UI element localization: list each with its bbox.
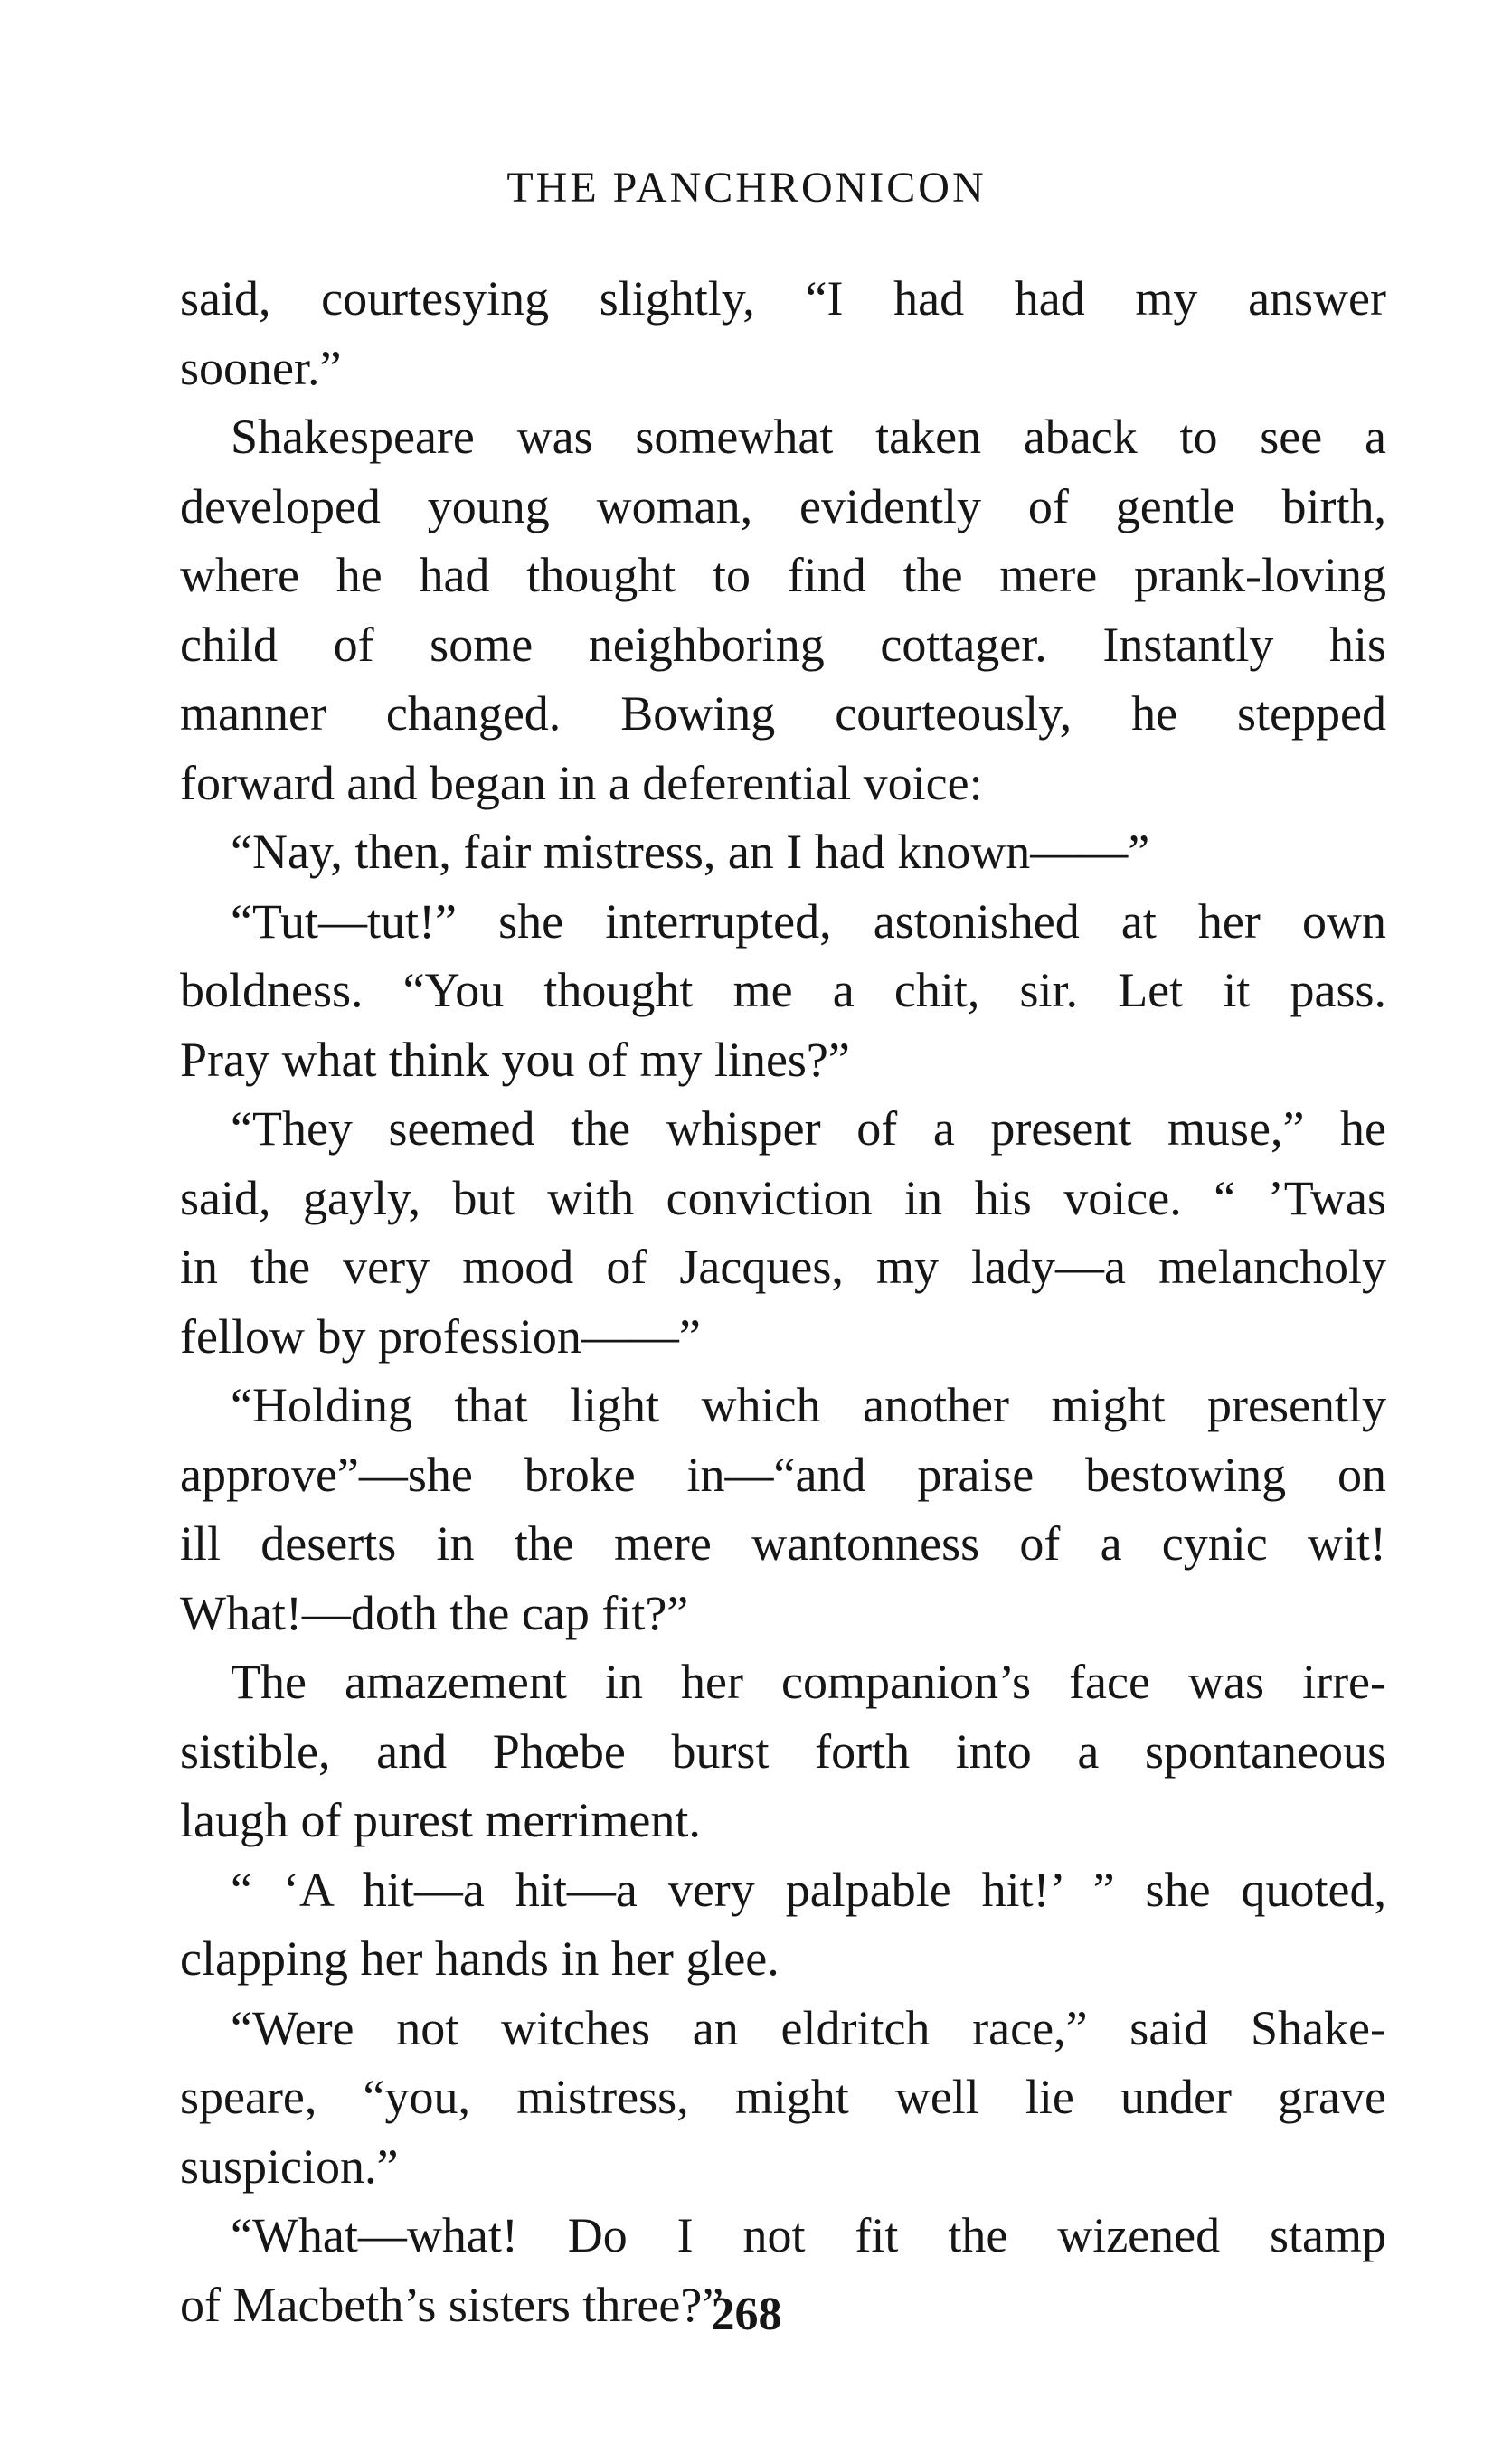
text-line: where he had thought to find the mere prank-loving bbox=[180, 548, 1386, 602]
text-line: boldness. “You thought me a chit, sir. Let it pass. bbox=[180, 963, 1386, 1017]
text-line: What!—doth the cap fit?” bbox=[180, 1585, 689, 1640]
text-line: laugh of purest merriment. bbox=[180, 1793, 701, 1847]
text-line: “Were not witches an eldritch race,” said Shake- bbox=[231, 2000, 1386, 2055]
text-line: “What—what! Do I not fit the wizened stamp bbox=[231, 2208, 1386, 2262]
text-line: The amazement in her companion’s face was irre- bbox=[231, 1655, 1386, 1709]
text-line: “Holding that light which another might presently bbox=[231, 1378, 1386, 1432]
running-head: THE PANCHRONICON bbox=[506, 164, 987, 212]
text-line: of Macbeth’s sisters three?” bbox=[180, 2277, 724, 2332]
text-line: “ ‘A hit—a hit—a very palpable hit!’ ” she quoted, bbox=[231, 1862, 1386, 1917]
text-line: clapping her hands in her glee. bbox=[180, 1931, 780, 1986]
text-line: said, courtesying slightly, “I had had my answer bbox=[180, 271, 1386, 326]
text-line: Shakespeare was somewhat taken aback to see a bbox=[231, 410, 1386, 464]
text-line: suspicion.” bbox=[180, 2138, 399, 2194]
text-line: speare, “you, mistress, might well lie under grave bbox=[180, 2070, 1386, 2124]
body-text bbox=[180, 264, 1386, 2339]
page-number: 268 bbox=[711, 2289, 782, 2340]
text-line: said, gayly, but with conviction in his voice. “ ’Twas bbox=[180, 1170, 1386, 1225]
text-line: in the very mood of Jacques, my lady—a melancholy bbox=[180, 1240, 1386, 1294]
text-line: approve”—she broke in—“and praise bestowing on bbox=[180, 1447, 1386, 1502]
text-line: fellow by profession——” bbox=[180, 1308, 701, 1364]
text-line: “They seemed the whisper of a present muse,” he bbox=[231, 1101, 1386, 1156]
text-line: “Tut—tut!” she interrupted, astonished at her own bbox=[231, 893, 1386, 949]
text-line: developed young woman, evidently of gentle birth, bbox=[180, 478, 1386, 533]
text-line: ill deserts in the mere wantonness of a cynic wit! bbox=[180, 1516, 1386, 1571]
text-line: “Nay, then, fair mistress, an I had known——” bbox=[231, 825, 1150, 879]
text-line: forward and began in a deferential voice: bbox=[180, 755, 983, 810]
text-line: sooner.” bbox=[180, 340, 342, 395]
text-line: sistible, and Phœbe burst forth into a spontaneous bbox=[180, 1723, 1386, 1779]
text-line: Pray what think you of my lines?” bbox=[180, 1032, 850, 1087]
text-line: child of some neighboring cottager. Instantly his bbox=[180, 617, 1386, 672]
text-line: manner changed. Bowing courteously, he stepped bbox=[180, 686, 1386, 741]
